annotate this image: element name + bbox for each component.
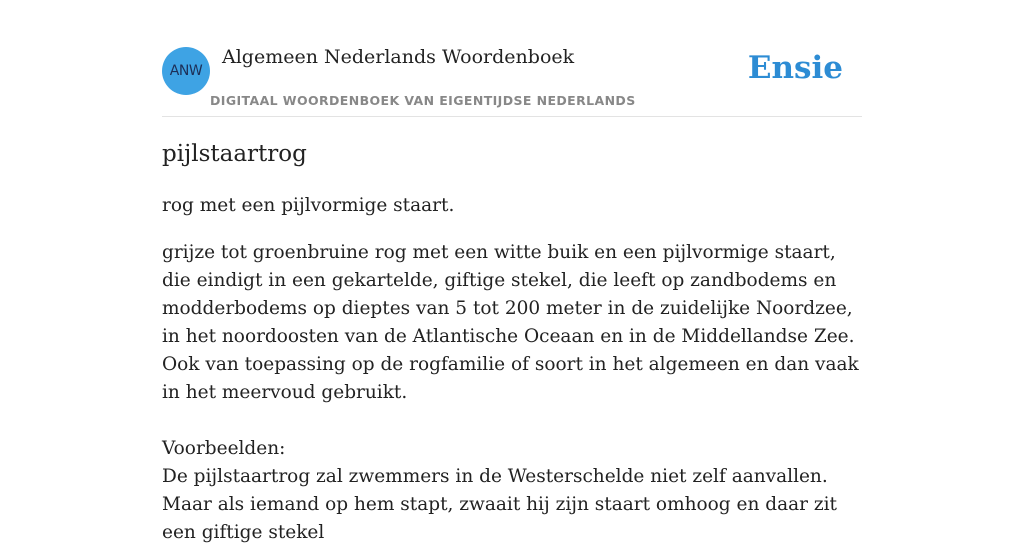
entry-word: pijlstaartrog xyxy=(162,141,307,167)
site-title[interactable]: Algemeen Nederlands Woordenboek xyxy=(222,46,575,68)
short-definition: rog met een pijlvormige staart. xyxy=(162,195,455,216)
site-header xyxy=(162,40,862,117)
example-sentence: De pijlstaartrog zal zwemmers in de Westerschelde niet zelf aanvallen. Maar als iemand op hem stapt, zwaait hij zijn staart omhoog en daar zit een giftige stekel xyxy=(162,466,837,543)
entry-content xyxy=(162,138,862,547)
examples-section xyxy=(162,435,862,547)
site-subtitle: DIGITAAL WOORDENBOEK VAN EIGENTIJDSE NEDERLANDS xyxy=(210,93,636,108)
ensie-brand-logo[interactable]: Ensie xyxy=(747,50,843,86)
definition-text: grijze tot groenbruine rog met een witte buik en een pijlvormige staart, die eindigt in een gekartelde, giftige stekel, die leeft op zandbodems en modderbodems op dieptes van 5 tot 200 meter in de zuidelijke Noordzee, in het noordoosten van de Atlantische Oceaan en in de Middellandse Zee. xyxy=(162,242,855,347)
examples-heading: Voorbeelden: xyxy=(162,438,286,459)
long-definition xyxy=(162,239,862,407)
usage-note: Ook van toepassing op de rogfamilie of soort in het algemeen en dan vaak in het meervoud gebruikt. xyxy=(162,354,859,403)
anw-logo[interactable]: ANW xyxy=(162,47,210,95)
